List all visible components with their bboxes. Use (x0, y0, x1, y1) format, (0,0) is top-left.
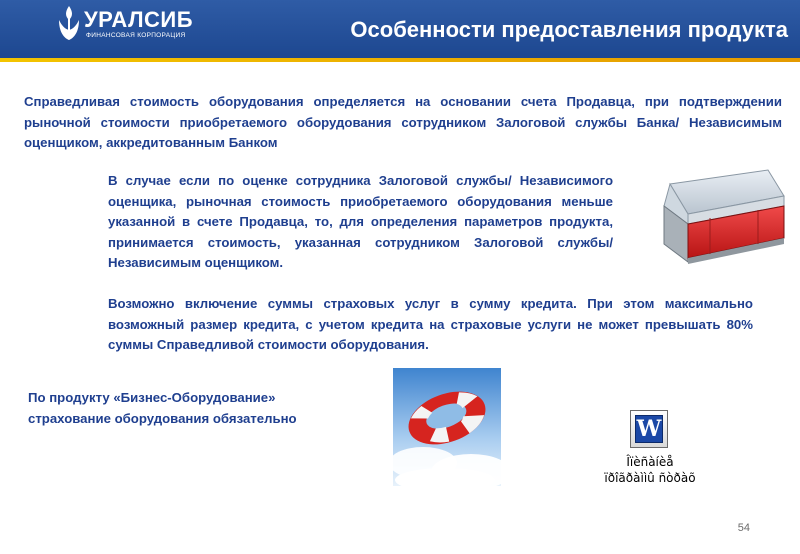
logo-name: УРАЛСИБ (84, 7, 194, 32)
page-number: 54 (737, 522, 750, 534)
accent-line (0, 58, 800, 62)
document-caption (580, 454, 720, 486)
paragraph-fair-value: Справедливая стоимость оборудования определяется на основании счета Продавца, при подтверждении рыночной стоимости приобретаемого оборудования сотрудником Залоговой службы Банка/ Независимым оценщиком, аккредитованным Банком (24, 94, 782, 150)
paragraph-mandatory-insurance (28, 388, 368, 429)
word-document-icon[interactable] (630, 410, 668, 448)
lifebuoy-image (393, 368, 501, 486)
paragraph-insurance: Возможно включение суммы страховых услуг в сумму кредита. При этом максимально возможный размер кредита, с учетом кредита на страховые услуги не может превышать 80% суммы Справедливой стоимости оборудования. (108, 296, 753, 352)
word-icon-letter: W (636, 416, 662, 442)
header-band (0, 0, 800, 58)
uralsib-logo (56, 4, 194, 44)
product-line: По продукту «Бизнес-Оборудование» (28, 390, 276, 405)
caption-line-1: Îïèñàíèå (626, 455, 674, 469)
paragraph-appraisal: В случае если по оценке сотрудника Залоговой службы/ Независимого оценщика, рыночная стоимость приобретаемого оборудования меньше указанной в счете Продавца, то, для определения параметров продукта, принимается стоимость, указанная сотрудником Залоговой службы/ Независимым оценщиком. (108, 173, 613, 270)
slide-title: Особенности предоставления продукта (350, 17, 788, 42)
refrigerated-display-case-image (650, 166, 790, 272)
logo-subtitle: ФИНАНСОВАЯ КОРПОРАЦИЯ (86, 32, 186, 39)
uralsib-logo-icon (56, 4, 82, 42)
insurance-line: страхование оборудования обязательно (28, 410, 297, 426)
caption-line-2: ïðîãðàììû ñòðàõ (604, 471, 696, 485)
embedded-word-document[interactable] (580, 410, 720, 495)
